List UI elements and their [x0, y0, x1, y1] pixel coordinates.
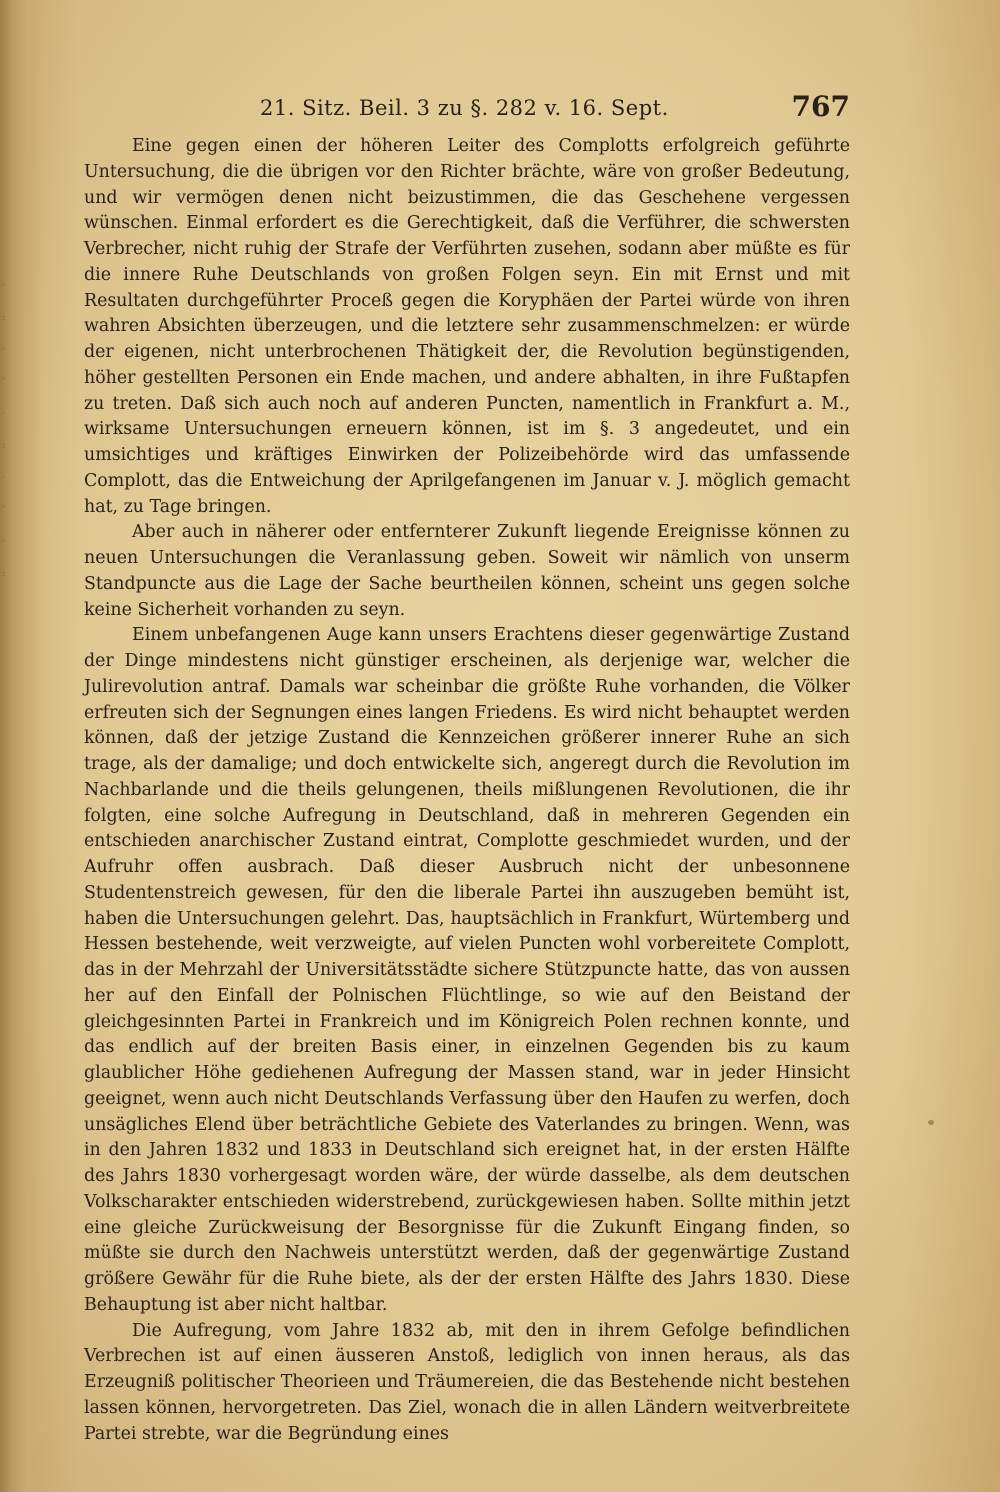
paragraph: Aber auch in näherer oder entfernterer Zukunft liegende Ereignisse können zu neuen Untersuchungen die Veranlassung geben. Soweit wir nämlich von unserm Standpuncte aus die Lage der Sache beurtheilen können, scheint uns gegen solche keine Sicherheit vorhanden zu seyn. — [84, 522, 850, 620]
paragraph: Eine gegen einen der höheren Leiter des Complotts erfolgreich geführte Untersuchung, die die übrigen vor den Richter brächte, wäre von großer Bedeutung, und wir vermögen denen nicht beizustimmen, die das Geschehene vergessen wünschen. Einmal erfordert es die Gerechtigkeit, daß die Verführer, die schwersten Verbrecher, nicht ruhig der Strafe der Verführten zusehen, sodann aber müßte es für die innere Ruhe Deutschlands von großen Folgen seyn. Ein mit Ernst und mit Resultaten durchgeführter Proceß gegen die Koryphäen der Partei würde von ihren wahren Absichten überzeugen, und die letztere sehr zusammenschmelzen: er würde der eigenen, nicht unterbrochenen Thätigkeit der, die Revolution begünstigenden, höher gestellten Personen ein Ende machen, und andere abhalten, in ihre Fußtapfen zu treten. Daß sich auch noch auf anderen Puncten, namentlich in Frankfurt a. M., wirksame Untersuchungen erneuern können, ist im §. 3 angedeutet, und ein umsichtiges und kräftiges Einwirken der Polizeibehörde wird das umfassende Complott, das die Entweichung der Aprilgefangenen im Januar v. J. möglich gemacht hat, zu Tage bringen. — [84, 136, 850, 517]
running-head: 21. Sitz. Beil. 3 zu §. 282 v. 16. Sept. — [260, 96, 669, 120]
paragraph: Die Aufregung, vom Jahre 1832 ab, mit den in ihrem Gefolge befindlichen Verbrechen ist auf einen äusseren Anstoß, lediglich von innen heraus, als das Erzeugniß politischer Theorieen und Träumereien, die das Bestehende nicht bestehen lassen können, hervorgetreten. Das Ziel, wonach die in allen Ländern weitverbreitete Partei strebte, war die Begründung eines — [84, 1320, 850, 1444]
ink-spot — [928, 1120, 934, 1125]
body-text — [84, 134, 850, 1447]
page-header — [84, 90, 850, 126]
paragraph: Einem unbefangenen Auge kann unsers Erachtens dieser gegenwärtige Zustand der Dinge mindestens nicht günstiger erscheinen, als derjenige war, welcher die Julirevolution antraf. Damals war scheinbar die größte Ruhe vorhanden, die Völker erfreuten sich der Segnungen eines langen Friedens. Es wird nicht behauptet werden können, daß der jetzige Zustand die Kennzeichen größerer innerer Ruhe an sich trage, als der damalige; und doch entwickelte sich, angeregt durch die Revolution im Nachbarlande und die theils gelungenen, theils mißlungenen Revolutionen, die ihr folgten, eine solche Aufregung in Deutschland, daß in mehreren Gegenden ein entschieden anarchischer Zustand eintrat, Complotte geschmiedet wurden, und der Aufruhr offen ausbrach. Daß dieser Ausbruch nicht der unbesonnene Studentenstreich gewesen, für den die liberale Partei ihn auszugeben bemüht ist, haben die Untersuchungen gelehrt. Das, hauptsächlich in Frankfurt, Würtemberg und Hessen bestehende, weit verzweigte, auf vielen Puncten wohl vorbereitete Complott, das in der Mehrzahl der Universitätsstädte sichere Stützpuncte hatte, das von aussen her auf den Einfall der Polnischen Flüchtlinge, so wie auf den Beistand der gleichgesinnten Partei in Frankreich und im Königreich Polen rechnen konnte, und das endlich auf der breiten Basis einer, in einzelnen Gegenden bis zu kaum glaublicher Höhe gediehenen Aufregung der Massen stand, war in jeder Hinsicht geeignet, wenn auch nicht Deutschlands Verfassung über den Haufen zu werfen, doch unsägliches Elend über beträchtliche Gebiete des Vaterlandes zu bringen. Wenn, was in den Jahren 1832 und 1833 in Deutschland sich ereignet hat, in der ersten Hälfte des Jahrs 1830 vorhergesagt worden wäre, der würde dasselbe, als dem deutschen Volkscharakter entschieden widerstrebend, zurückgewiesen haben. Sollte mithin jetzt eine gleiche Zurückweisung der Besorgnisse für die Zukunft Eingang finden, so müßte sie durch den Nachweis unterstützt werden, daß der gegenwärtige Zustand größere Gewähr für die Ruhe biete, als der der ersten Hälfte des Jahrs 1830. Diese Behauptung ist aber nicht haltbar. — [84, 625, 850, 1315]
binding-gutter — [0, 0, 42, 1492]
gutter-bleed-marks: · : · ' · : · ' · : — [2, 281, 6, 579]
page-number: 767 — [791, 90, 850, 123]
